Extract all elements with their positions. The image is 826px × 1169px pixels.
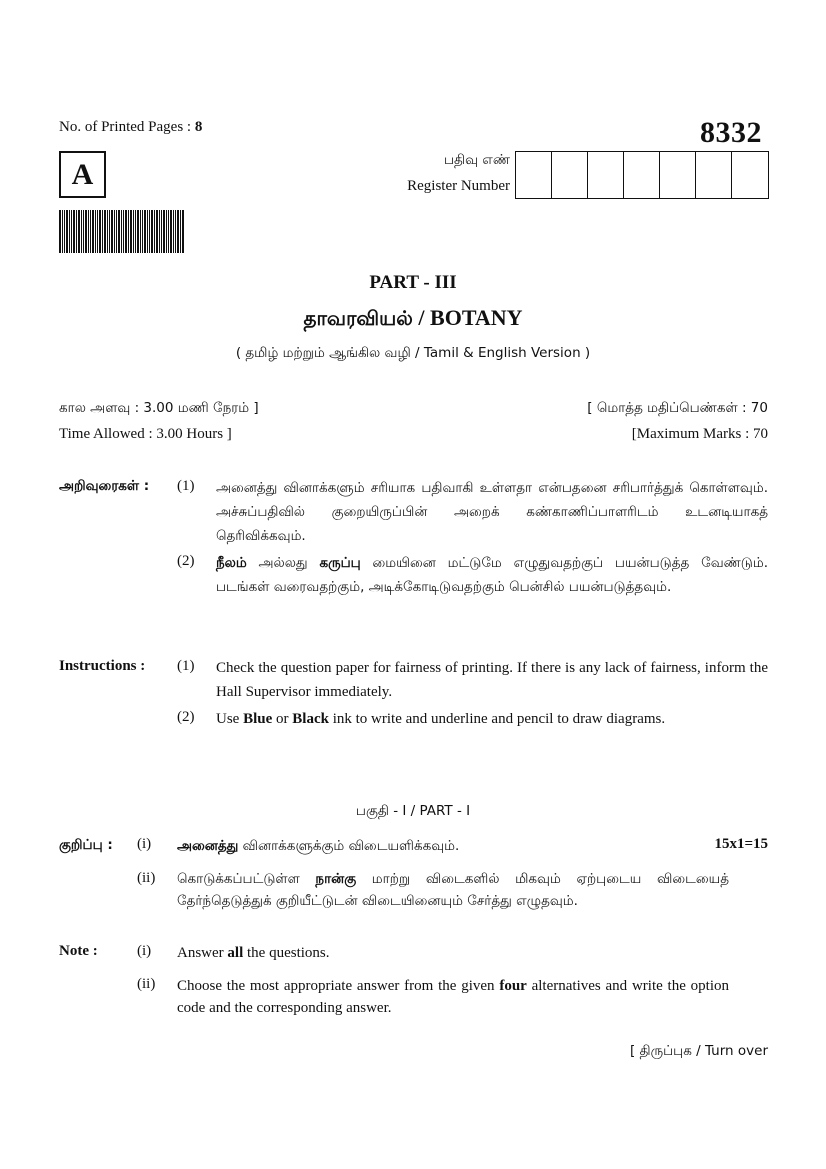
- note-ta-label: குறிப்பு :: [59, 837, 113, 853]
- instruction-ta-num: (2): [177, 553, 195, 569]
- note-ta-2: கொடுக்கப்பட்டுள்ள நான்கு மாற்று விடைகளில் மிகவும் ஏற்புடைய விடையைத் தேர்ந்தெடுத்துக் குறியீட்டுடன் விடையினையும் சேர்த்து எழுதவும்.: [177, 871, 729, 909]
- version-box: A: [59, 151, 106, 198]
- note-ta-1: அனைத்து வினாக்களுக்கும் விடையளிக்கவும்.: [177, 838, 460, 854]
- subject-title: தாவரவியல் / BOTANY: [303, 305, 523, 330]
- register-digit-box: [660, 152, 696, 198]
- instruction-en-num: (1): [177, 658, 195, 674]
- register-digit-box: [588, 152, 624, 198]
- register-digit-box: [516, 152, 552, 198]
- part-1-marks: 15x1=15: [714, 836, 768, 852]
- max-marks-en: [Maximum Marks : 70: [631, 426, 768, 442]
- instructions-ta-label: அறிவுரைகள் :: [59, 478, 150, 494]
- part-1-heading: பகுதி - I / PART - I: [355, 803, 471, 819]
- note-en-1: Answer all the questions.: [177, 945, 330, 961]
- subject-en: BOTANY: [430, 305, 523, 330]
- note-en-num: (i): [137, 943, 152, 959]
- barcode-bars: [59, 210, 184, 253]
- part-title: PART - III: [369, 272, 457, 293]
- instruction-en-1: Check the question paper for fairness of printing. If there is any lack of fairness, inform the Hall Supervisor immediately.: [216, 660, 768, 700]
- medium-line: ( தமிழ் மற்றும் ஆங்கில வழி / Tamil & English Version ): [235, 345, 591, 361]
- instructions-en-label: Instructions :: [59, 658, 146, 674]
- instruction-ta-num: (1): [177, 478, 195, 494]
- register-number-grid: [515, 151, 769, 199]
- time-allowed-en: Time Allowed : 3.00 Hours ]: [59, 426, 232, 442]
- register-digit-box: [624, 152, 660, 198]
- register-digit-box: [732, 152, 768, 198]
- note-en-label: Note :: [59, 943, 98, 959]
- instruction-ta-1: அனைத்து வினாக்களும் சரியாக பதிவாகி உள்ளதா என்பதனை சரிபார்த்துக் கொள்ளவும். அச்சுப்பதிவில் குறையிருப்பின் அறைக் கண்காணிப்பாளரிடம் உடனடியாகத் தெரிவிக்கவும்.: [216, 480, 768, 544]
- register-digit-box: [696, 152, 732, 198]
- register-label-en: Register Number: [407, 178, 510, 194]
- note-ta-num: (i): [137, 836, 152, 852]
- barcode-image: [59, 210, 184, 253]
- paper-code: 8332: [700, 116, 762, 149]
- instruction-en-num: (2): [177, 709, 195, 725]
- register-digit-box: [552, 152, 588, 198]
- turn-over: [ திருப்புக / Turn over: [629, 1043, 768, 1059]
- note-en-2: Choose the most appropriate answer from the given four alternatives and write the option code and the corresponding answer.: [177, 978, 729, 1016]
- max-marks-ta: [ மொத்த மதிப்பெண்கள் : 70: [587, 400, 768, 416]
- time-allowed-ta: கால அளவு : 3.00 மணி நேரம் ]: [59, 400, 259, 416]
- note-ta-num: (ii): [137, 870, 156, 886]
- instruction-en-2: Use Blue or Black ink to write and underline and pencil to draw diagrams.: [216, 711, 666, 727]
- note-en-num: (ii): [137, 976, 156, 992]
- register-label-ta: பதிவு எண்: [443, 152, 510, 168]
- instruction-ta-2: நீலம் அல்லது கருப்பு மையினை மட்டுமே எழுதுவதற்குப் பயன்படுத்த வேண்டும். படங்கள் வரைவதற்கும், அடிக்கோடிடுவதற்கும் பென்சில் பயன்படுத்தவும்.: [216, 555, 768, 595]
- subject-ta: தாவரவியல்: [303, 306, 413, 330]
- printed-pages: No. of Printed Pages : 8: [59, 119, 203, 135]
